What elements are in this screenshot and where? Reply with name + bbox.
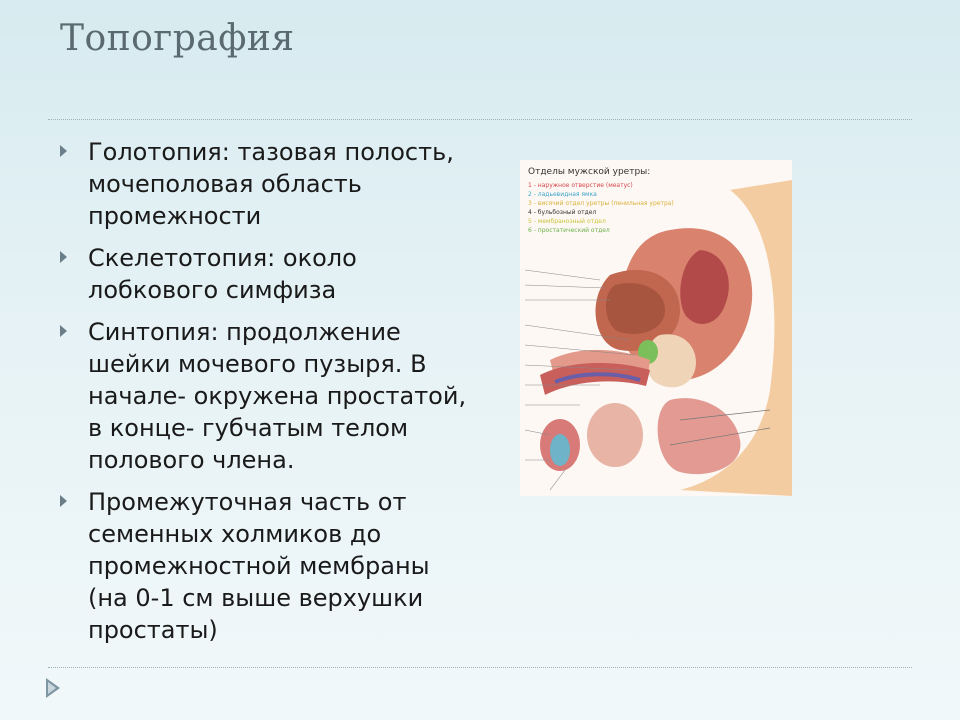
bullet-text: Голотопия: тазовая полость, мочеполовая область промежности bbox=[88, 138, 454, 230]
bottom-divider bbox=[48, 667, 912, 668]
legend-item: 3 - висячий отдел уретры (пенильная уретра) bbox=[528, 200, 674, 207]
urethra-illustration bbox=[520, 160, 792, 496]
bullet-list bbox=[60, 136, 470, 656]
bullet-item bbox=[60, 242, 470, 306]
anatomy-figure bbox=[520, 160, 792, 496]
triangle-right-icon bbox=[60, 251, 67, 263]
figure-caption: Отделы мужской уретры: bbox=[528, 167, 651, 177]
slide-title: Топография bbox=[60, 18, 295, 59]
bullet-text: Синтопия: продолжение шейки мочевого пузыря. В начале- окружена простатой, в конце- губчатым телом полового члена. bbox=[88, 318, 467, 474]
bullet-text: Скелетотопия: около лобкового симфиза bbox=[88, 244, 357, 304]
bullet-text: Промежуточная часть от семенных холмиков до промежностной мембраны (на 0-1 см выше верхушки простаты) bbox=[88, 488, 430, 644]
bullet-item bbox=[60, 486, 470, 646]
play-arrow-icon[interactable] bbox=[46, 678, 60, 698]
legend-item: 2 - ладьевидная ямка bbox=[528, 191, 597, 198]
legend-item: 1 - наружное отверстие (меатус) bbox=[528, 182, 633, 189]
bullet-item bbox=[60, 136, 470, 232]
top-divider bbox=[48, 119, 912, 120]
legend-item: 4 - бульбозный отдел bbox=[528, 209, 597, 216]
triangle-right-icon bbox=[60, 495, 67, 507]
legend-item: 5 - мембранозный отдел bbox=[528, 218, 606, 225]
triangle-right-icon bbox=[60, 145, 67, 157]
bullet-item bbox=[60, 316, 470, 476]
triangle-right-icon bbox=[60, 325, 67, 337]
legend-item: 6 - простатический отдел bbox=[528, 227, 610, 234]
